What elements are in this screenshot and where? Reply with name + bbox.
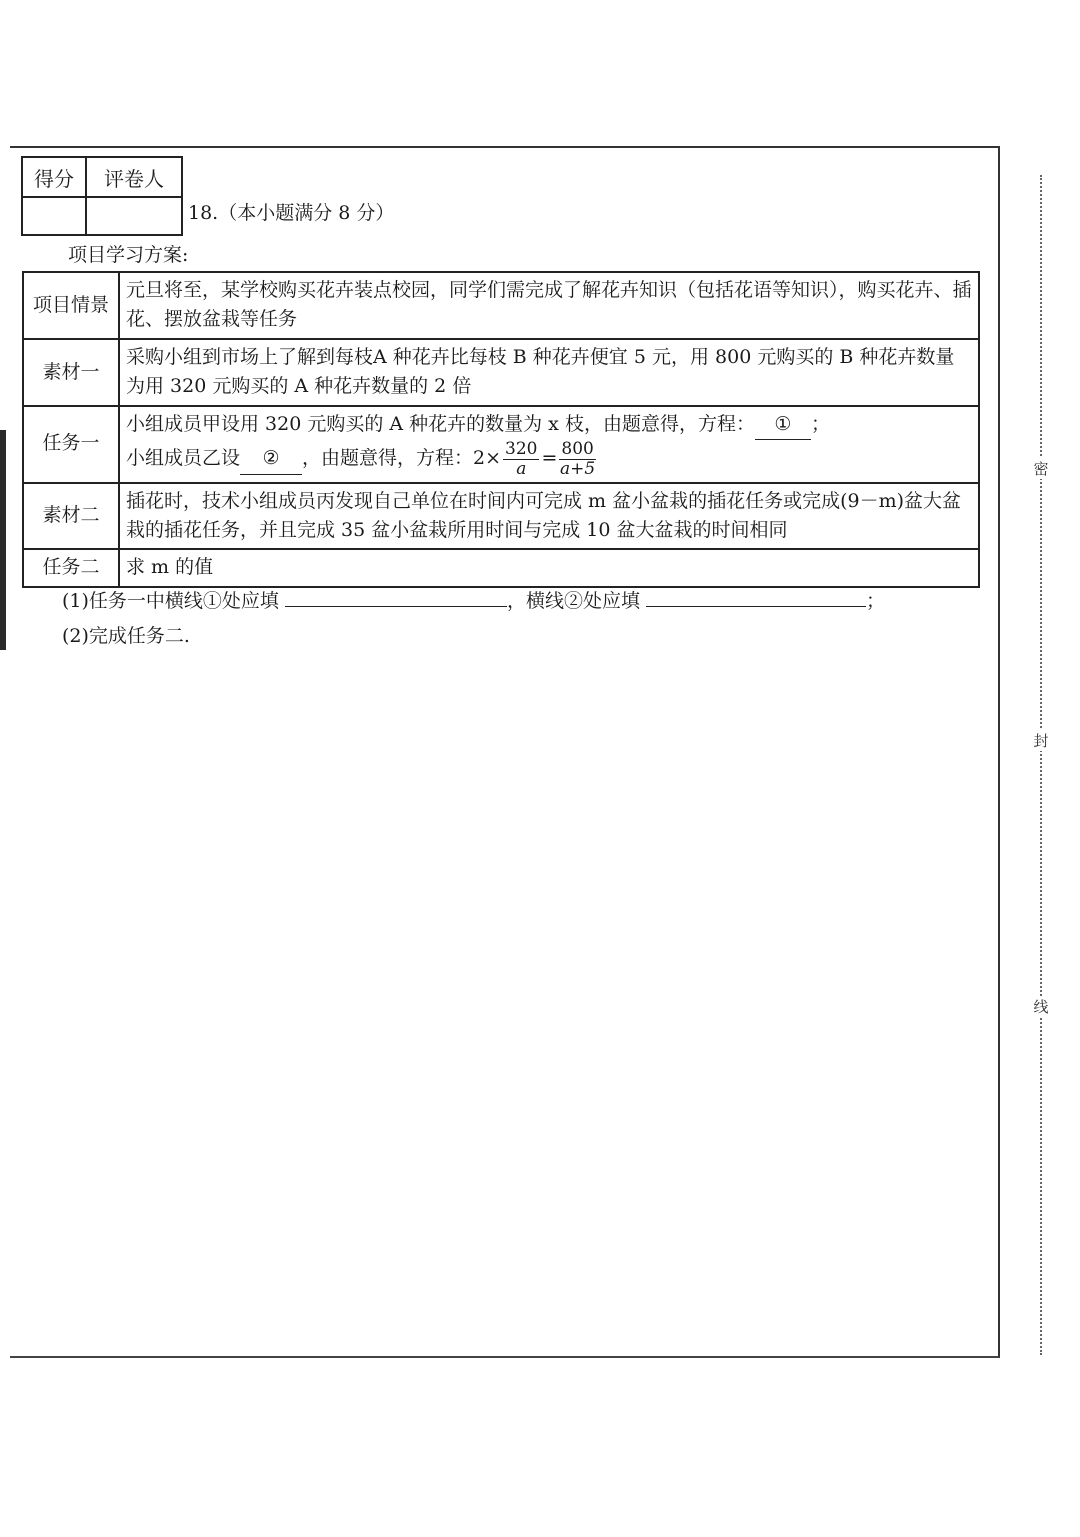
fraction-320-over-a	[503, 440, 539, 478]
plan-row-task2	[23, 549, 979, 586]
score-cell[interactable]	[22, 197, 86, 235]
material1-text: 采购小组到市场上了解到每枝A 种花卉比每枝 B 种花卉便宜 5 元，用 800 元购买的 B 种花卉数量为用 320 元购买的 A 种花卉数量的 2 倍	[119, 339, 979, 406]
scan-edge-shadow	[0, 430, 6, 650]
task1-line2	[126, 440, 972, 478]
project-plan-table	[22, 271, 980, 588]
grader-cell[interactable]	[86, 197, 182, 235]
task1-line2-text: 小组成员乙设	[126, 447, 241, 470]
material2-label: 素材二	[23, 483, 119, 550]
plan-row-material2	[23, 483, 979, 550]
score-label: 得分	[22, 157, 86, 197]
blank-1[interactable]: ①	[755, 410, 811, 440]
fraction-numerator: 320	[505, 439, 538, 460]
task1-line1	[126, 410, 972, 440]
blank-2[interactable]: ②	[240, 444, 302, 474]
score-table	[21, 156, 183, 236]
task1-content	[119, 406, 979, 483]
plan-row-task1	[23, 406, 979, 483]
task1-line1-text: 小组成员甲设用 320 元购买的 A 种花卉的数量为 x 枝，由题意得，方程：	[126, 412, 755, 435]
fraction-denominator: a+5	[560, 458, 596, 479]
material1-label: 素材一	[23, 339, 119, 406]
situation-text: 元旦将至，某学校购买花卉装点校园，同学们需完成了解花卉知识（包括花语等知识），购买花卉、插花、摆放盆栽等任务	[119, 272, 979, 339]
task2-label: 任务二	[23, 549, 119, 586]
fraction-denominator: a	[516, 458, 527, 479]
task1-line2-mid: ，由题意得，方程：2×	[302, 447, 502, 470]
seal-dotted-line	[1040, 175, 1042, 1355]
task2-text: 求 m 的值	[119, 549, 979, 586]
seal-mark-xian: 线	[1030, 996, 1052, 1017]
sub-question-1-part-a: (1)任务一中横线①处应填	[62, 590, 279, 612]
material2-text: 插花时，技术小组成员丙发现自己单位在时间内可完成 m 盆小盆栽的插花任务或完成(9－m)盆大盆栽的插花任务，并且完成 35 盆小盆栽所用时间与完成 10 盆大盆栽的时间相同	[119, 483, 979, 550]
plan-label: 项目学习方案:	[68, 244, 189, 266]
sub-question-2: (2)完成任务二.	[62, 625, 190, 647]
situation-label: 项目情景	[23, 272, 119, 339]
plan-row-situation	[23, 272, 979, 339]
fraction-800-over-a-plus-5	[559, 440, 595, 478]
plan-row-material1	[23, 339, 979, 406]
answer-line-2[interactable]	[646, 590, 866, 607]
sub-question-1-part-b: ，横线②处应填	[506, 590, 640, 612]
seal-mark-mi: 密	[1030, 458, 1052, 479]
grader-label: 评卷人	[86, 157, 182, 197]
sub-question-1	[62, 586, 885, 613]
equals-sign: =	[541, 447, 558, 470]
sub-question-1-end: ；	[866, 590, 886, 612]
task1-label: 任务一	[23, 406, 119, 483]
question-header: 18.（本小题满分 8 分）	[188, 202, 395, 224]
fraction-numerator: 800	[561, 439, 594, 460]
task1-line1-end: ；	[810, 412, 830, 435]
answer-line-1[interactable]	[285, 590, 507, 607]
seal-mark-feng: 封	[1030, 730, 1052, 751]
